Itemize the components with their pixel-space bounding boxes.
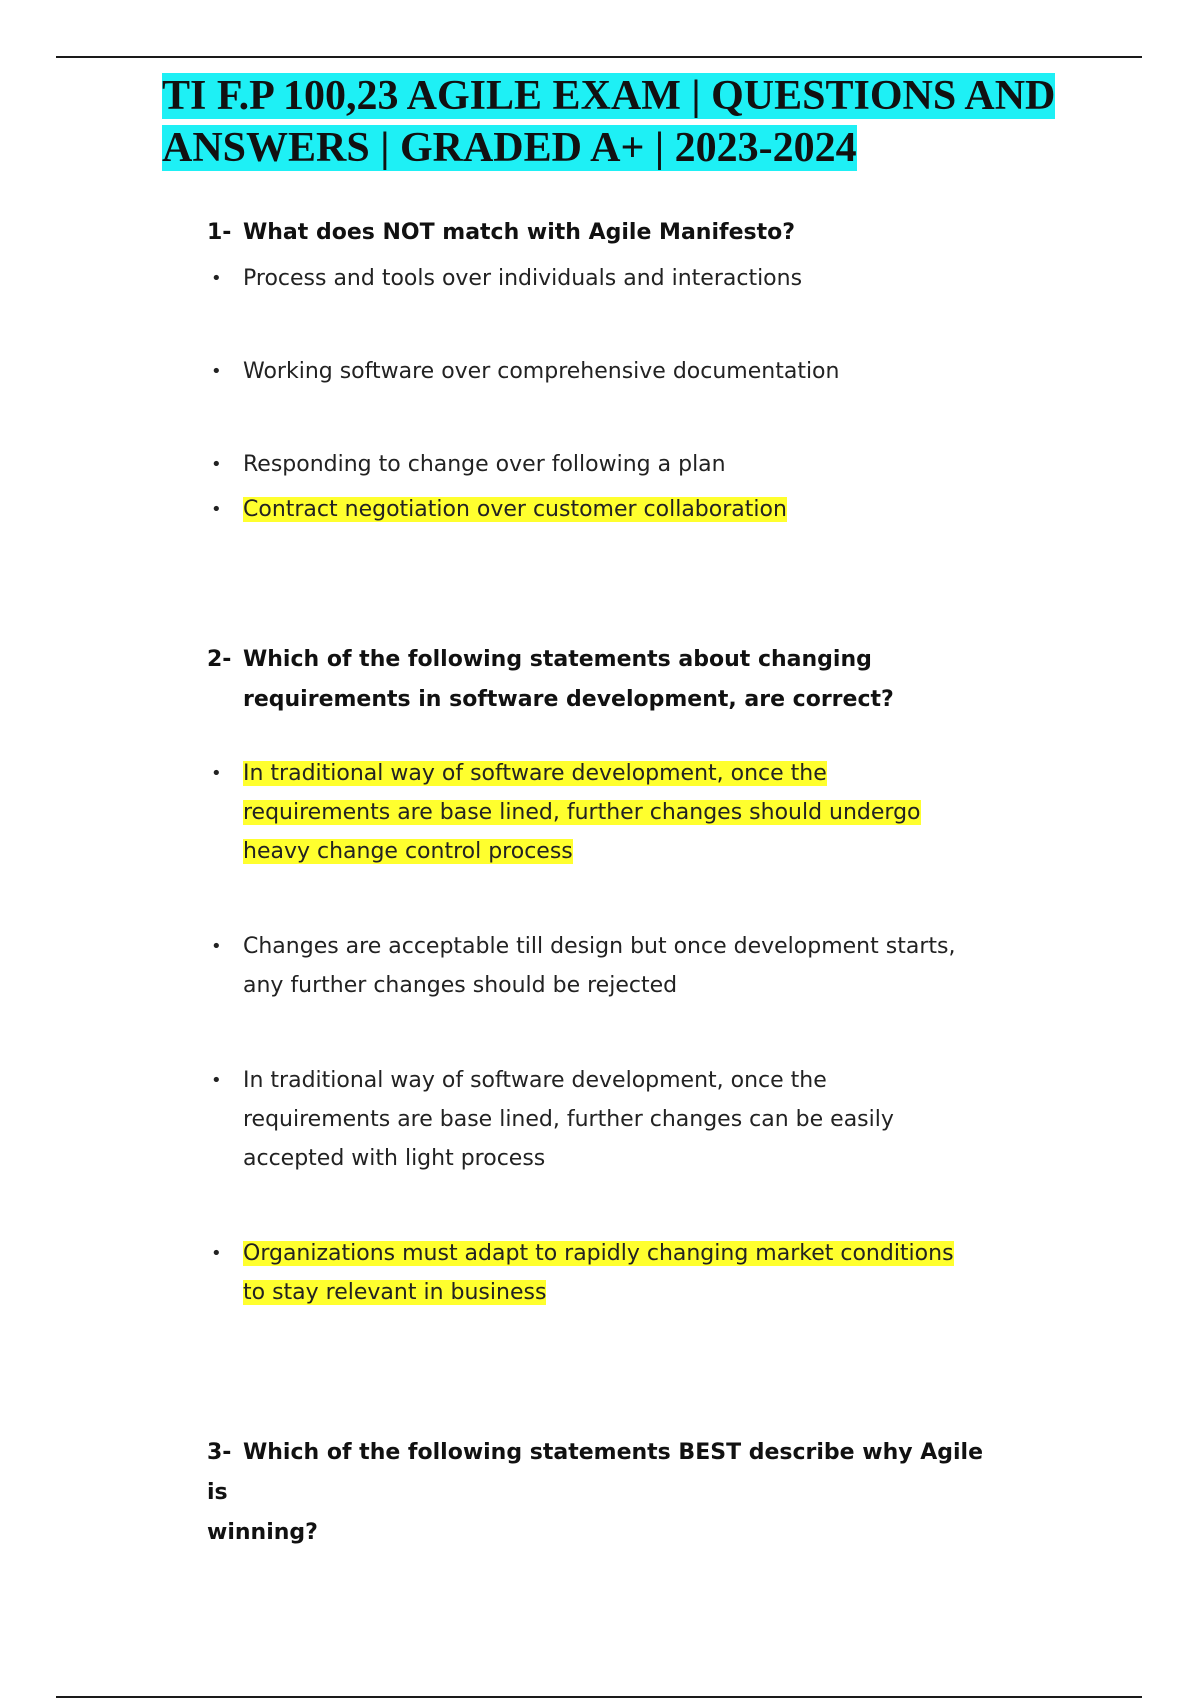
question-number: 3-	[207, 1440, 232, 1465]
question-text-line: winning?	[207, 1520, 318, 1545]
question-3-heading	[207, 1433, 1007, 1553]
title-line-1: TI F.P 100,23 AGILE EXAM | QUESTIONS AND	[162, 73, 1056, 119]
option-item	[207, 352, 1007, 391]
question-3	[207, 1433, 1007, 1553]
option-item	[207, 445, 1007, 484]
option-text-line: In traditional way of software development, once the	[243, 1068, 827, 1093]
option-item	[207, 1061, 1007, 1178]
question-number: 2-	[207, 647, 232, 672]
bullet-icon: •	[211, 1243, 222, 1264]
bullet-icon: •	[211, 936, 222, 957]
document-title	[162, 70, 1062, 174]
question-text	[243, 640, 1007, 720]
option-text: Process and tools over individuals and interactions	[243, 266, 803, 291]
option-text: Responding to change over following a plan	[243, 452, 726, 477]
question-text-line: Which of the following statements BEST describe why Agile is	[207, 1440, 984, 1505]
bullet-icon: •	[211, 763, 222, 784]
highlighted-answer-line: heavy change control process	[243, 839, 573, 864]
question-text-line: Which of the following statements about changing	[243, 647, 872, 672]
option-item-correct	[207, 490, 1007, 529]
question-2	[207, 640, 1007, 1312]
option-item-correct	[207, 1234, 1007, 1312]
option-text-line: requirements are base lined, further changes can be easily	[243, 1107, 894, 1132]
option-text-line: Changes are acceptable till design but once development starts,	[243, 934, 956, 959]
option-item	[207, 927, 1007, 1005]
question-1-heading	[207, 213, 1007, 253]
highlighted-answer-line: requirements are base lined, further changes should undergo	[243, 800, 921, 825]
option-text: Working software over comprehensive documentation	[243, 359, 840, 384]
option-item	[207, 259, 1007, 298]
question-text: What does NOT match with Agile Manifesto?	[243, 220, 795, 245]
question-text-line: requirements in software development, are correct?	[243, 687, 894, 712]
bullet-icon: •	[211, 499, 222, 520]
title-line-2: ANSWERS | GRADED A+ | 2023-2024	[162, 125, 857, 171]
option-text-line: accepted with light process	[243, 1146, 546, 1171]
top-rule	[56, 56, 1142, 58]
question-2-heading	[207, 640, 1007, 720]
highlighted-answer-line: Organizations must adapt to rapidly changing market conditions	[243, 1241, 954, 1266]
bottom-rule	[56, 1696, 1142, 1698]
bullet-icon: •	[211, 454, 222, 475]
highlighted-answer-line: In traditional way of software development, once the	[243, 761, 827, 786]
highlighted-answer: Contract negotiation over customer collaboration	[243, 497, 787, 522]
option-item-correct	[207, 754, 1007, 871]
option-text-line: any further changes should be rejected	[243, 973, 678, 998]
bullet-icon: •	[211, 1070, 222, 1091]
question-1	[207, 213, 1007, 529]
bullet-icon: •	[211, 361, 222, 382]
question-number: 1-	[207, 220, 232, 245]
highlighted-answer-line: to stay relevant in business	[243, 1280, 547, 1305]
bullet-icon: •	[211, 268, 222, 289]
